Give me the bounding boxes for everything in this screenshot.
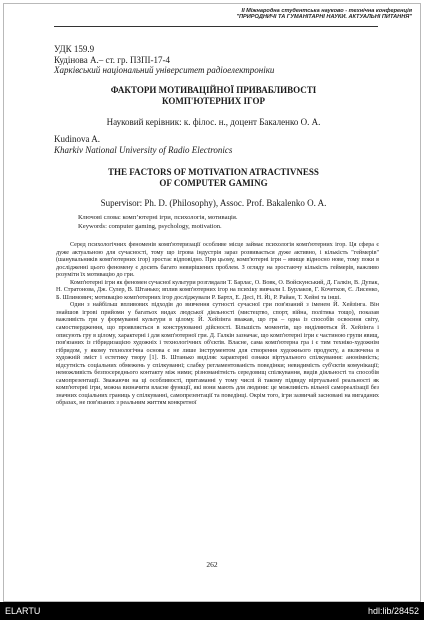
body-paragraph: Серед психологічних феноменів комп'ютеризації особливе місце займає психологія комп'ютерних ігор. Ця сфера є дуже актуальною для сучасності, тому що ігрова індустрія зараз розвивається дуже активно, і кількість "геймерів" (шанувальників комп'ютерних ігор) зростає відповідно. При цьому, комп'ютерні ігри – явище відносно нове, тому поки в дослідженні цього феномену є досить багато невирішених проблем. З огляду на зростаючу кількість геймерів, важливо розуміти їх мотивацію до гри. — [56, 242, 379, 279]
title-en-line2: OF COMPUTER GAMING — [159, 177, 268, 188]
paper-page — [4, 4, 420, 601]
author-en: Kudinova A. — [54, 134, 100, 144]
article-meta-uk — [54, 44, 384, 76]
title-en — [49, 167, 378, 188]
supervisor-uk: Науковий керівник: к. філос. н., доцент Бакаленко О. А. — [106, 117, 321, 127]
page-frame — [3, 3, 421, 602]
handle-link[interactable]: hdl:lib/28452 — [367, 606, 419, 616]
body-paragraph: Комп'ютерні ігри як феномен сучасної культури розглядали Т. Барлас, О. Вовк, О. Войскунський, Д. Галкін, В. Дупак, Н. Стратонова, Дж. Сулер, В. Штанько; вплив комп'ютерних ігор на психіку вивчали І. Бурлаков, Г. Кочетков, Є. Лисенко, Б. Шлимович; мотивацію комп'ютерних ігор досліджували Р. Бартл, Е. Десі, Н. Йі, Р. Райан, Т. Хейні та інші. — [56, 279, 379, 301]
title-en-line1: THE FACTORS OF MOTIVATION ATRACTIVNESS — [108, 167, 319, 177]
affiliation-uk: Харківський національний університет радіоелектроніки — [54, 65, 275, 75]
keywords-en: Keywords: computer gaming, psychology, motivation. — [78, 222, 222, 230]
conference-header-line1: II Міжнародна студентська науково - технічна конференція — [241, 8, 412, 14]
keywords-block — [78, 214, 238, 231]
body-paragraph: Один з найбільш впливових підходів до вивчення сутності сучасної гри пов'язаний з іменем Й. Хейзінга. Він знайшов ігрові прийоми у багатьох видах людської діяльності (мистецтво, спорт, війна, політика тощо), показав важливість гри у формуванні культури в цілому. Й. Хейзінга вважав, що гра – одна із способів освоєння світу, самоствердження, що проявляється в конструюванні дійсності. Більшість моментів, що виділяються Й. Хейзінга і описують гру в цілому, характерні і для комп'ютерної гри. Д. Галкін зазначає, що комп'ютерні ігри є частиною групи явищ, пов'язаних із гібридизацією художніх і технологічних об'єктів. Власне, сама комп'ютерна гра і є тим техніко-художнім гібридом, у якому технологічна основа є не лише інструментом для створення художнього продукту, а включена в художній зміст і естетику твору [1]. В. Штанько виділяє характерні ознаки віртуального спілкування: анонімність; відсутність соціальних обмежень у спілкуванні; слабку регламентованість поведінки; невидимість суб'єктів комунікації; неможливість безпосереднього контакту між ними; різноманітність середовищ спілкування, видів діяльності та способів самопрезентації. Зважаючи на ці особливості, притаманні у тому числі й такому підвиду віртуальної реальності як комп'ютерні ігри, можна визначити власне функції, які вони мають для людини: це можливість вільної самореалізації без значних соціальних границь у спілкуванні, самопрезентації та поведінці. Окрім того, ігри зазвичай засновані на вигаданих образах, не пов'язаних з реальним життям конкретної — [56, 302, 379, 407]
header-rule — [54, 26, 378, 27]
affiliation-en: Kharkiv National University of Radio Electronics — [54, 144, 233, 155]
conference-header-line2: "ПРИРОДНИЧІ ТА ГУМАНІТАРНІ НАУКИ. АКТУАЛЬНІ ПИТАННЯ" — [236, 14, 412, 21]
conference-header — [236, 8, 412, 21]
article-body — [56, 242, 379, 408]
keywords-uk: Ключові слова: комп’ютерні ігри, психологія, мотивація. — [78, 214, 238, 221]
page-number: 262 — [206, 560, 218, 569]
title-uk-line2: КОМП'ЮТЕРНИХ ІГОР — [162, 95, 265, 106]
udc-code: УДК 159.9 — [54, 44, 95, 54]
article-meta-en — [54, 134, 384, 155]
title-uk — [49, 85, 378, 106]
repository-name: ELARTU — [5, 606, 41, 616]
repository-footer — [0, 602, 424, 620]
supervisor-en: Supervisor: Ph. D. (Philosophy), Assoc. Prof. Bakalenko O. A. — [100, 198, 327, 208]
title-uk-line1: ФАКТОРИ МОТИВАЦІЙНОЇ ПРИВАБЛИВОСТІ — [110, 85, 317, 95]
author-uk: Кудінова А.– ст. гр. ПЗПІ-17-4 — [54, 54, 170, 65]
